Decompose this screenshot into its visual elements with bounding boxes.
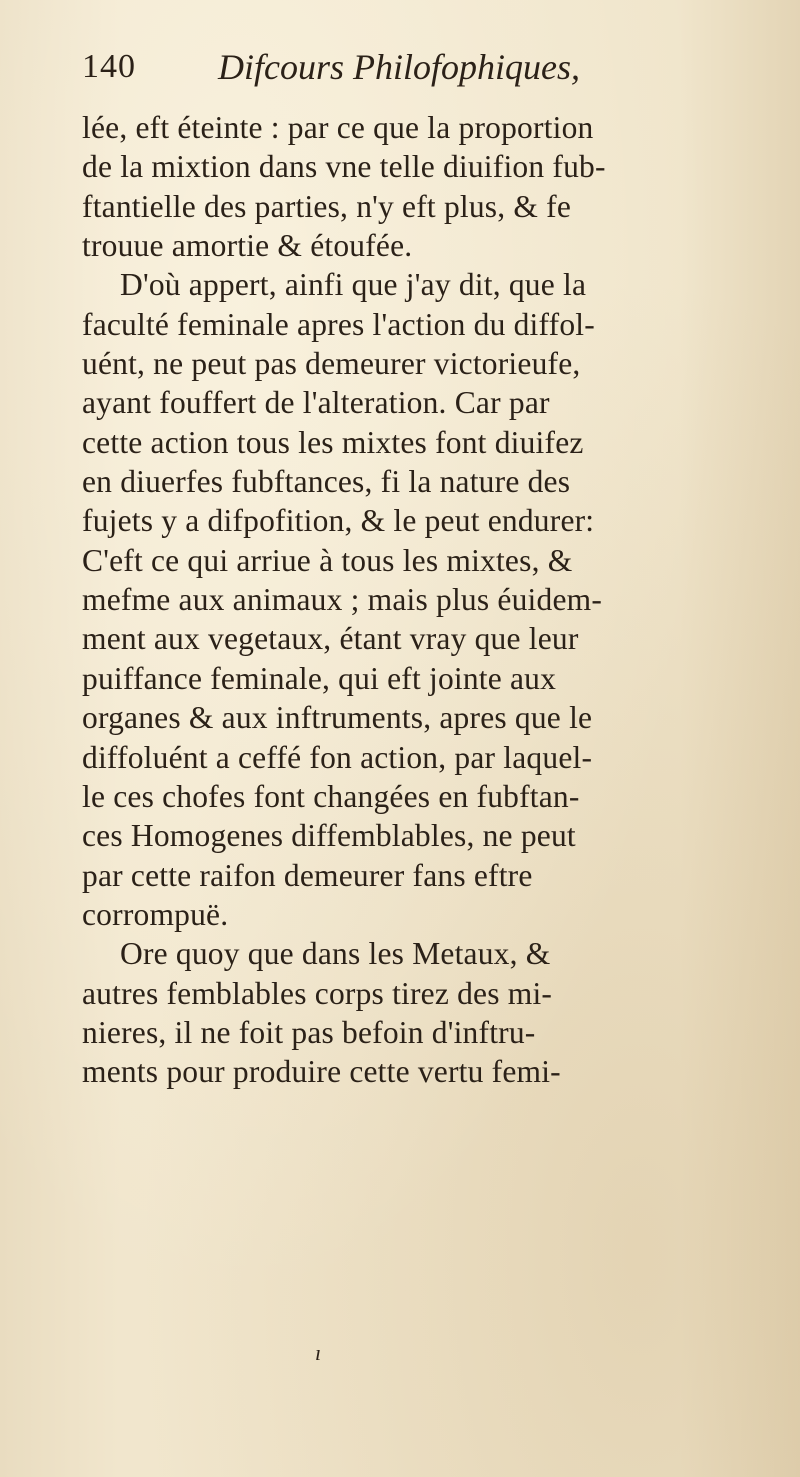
running-title: Difcours Philofophiques, [218, 47, 580, 87]
text-line: Ore quoy que dans les Metaux, & [120, 936, 551, 972]
text-line: trouue amortie & étoufée. [82, 228, 413, 264]
text-line: organes & aux inftruments, apres que le [82, 700, 593, 736]
text-line: puiffance feminale, qui eft jointe aux [82, 660, 557, 696]
text-line: nieres, il ne foit pas befoin d'inftru- [82, 1014, 536, 1050]
text-line: de la mixtion dans vne telle diuifion fub- [82, 149, 606, 185]
body-text [82, 108, 782, 1092]
text-line: lée, eft éteinte : par ce que la proportion [82, 110, 594, 145]
text-line: diffoluént a ceffé fon action, par laquel- [82, 739, 593, 775]
text-line: C'eft ce qui arriue à tous les mixtes, & [82, 542, 573, 578]
text-line: en diuerfes fubftances, fi la nature des [82, 464, 571, 500]
text-line: le ces chofes font changées en fubftan- [82, 778, 580, 814]
text-line: D'où appert, ainfi que j'ay dit, que la [120, 267, 587, 303]
text-line: autres femblables corps tirez des mi- [82, 975, 553, 1011]
text-line: mefme aux animaux ; mais plus éuidem- [82, 582, 603, 618]
text-line: fujets y a difpofition, & le peut endurer: [82, 503, 595, 539]
text-line: ayant fouffert de l'alteration. Car par [82, 385, 550, 421]
text-line: faculté feminale apres l'action du diffol- [82, 306, 595, 342]
text-line: par cette raifon demeurer fans eftre [82, 857, 533, 893]
text-line: ces Homogenes diffemblables, ne peut [82, 818, 576, 854]
text-line: cette action tous les mixtes font diuifez [82, 424, 584, 460]
text-line: ments pour produire cette vertu femi- [82, 1054, 561, 1090]
page-header [82, 42, 702, 98]
page-number: 140 [82, 48, 136, 85]
text-line: corrompuë. [82, 896, 229, 932]
text-line: uént, ne peut pas demeurer victorieufe, [82, 346, 581, 382]
signature-mark: ı [315, 1340, 322, 1365]
text-line: ment aux vegetaux, étant vray que leur [82, 621, 579, 657]
text-line: ftantielle des parties, n'y eft plus, & fe [82, 188, 572, 224]
